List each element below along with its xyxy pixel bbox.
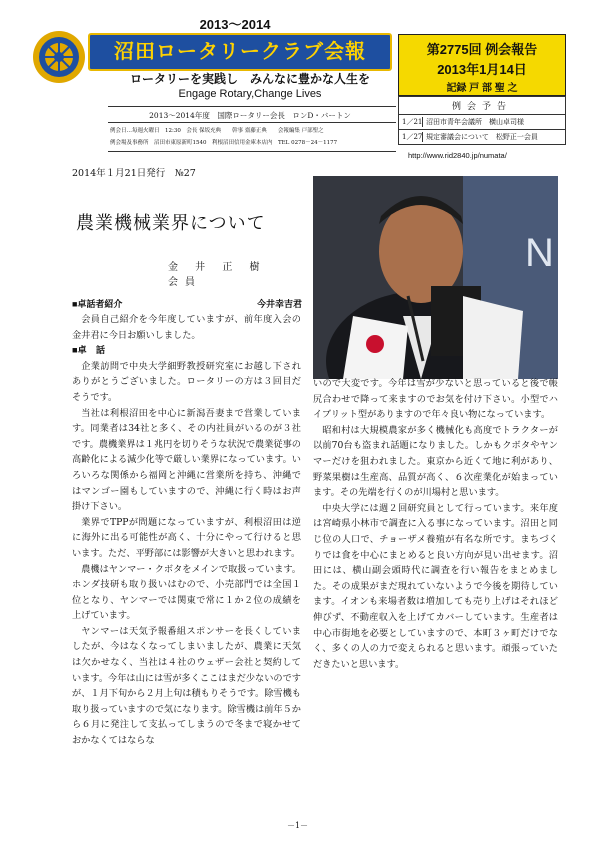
meeting-schedule bbox=[398, 96, 566, 145]
speaker-name: 金 井 正 樹 会員 bbox=[168, 262, 267, 288]
schedule-text: 沼田市青年会議所 横山卓司様 bbox=[426, 118, 524, 126]
article-paragraph: 業界でTPPが問題になっていますが、利根沼田は逆に海外に出る可能性が高く、十分にやって行けると思います。ただ、平野部には影響が大きいと思われます。 bbox=[72, 516, 301, 559]
ri-year-line: 2013～2014年度 国際ロータリー会長 ロンD・バートン bbox=[149, 111, 351, 120]
slogan-japanese: ロータリーを実践し みんなに豊かな人生を bbox=[129, 72, 370, 86]
page-number: －1－ bbox=[286, 821, 309, 830]
club-url-link[interactable]: http://www.rid2840.jp/numata/ bbox=[408, 151, 507, 160]
schedule-text: 規定審議会について 松野正一会員 bbox=[426, 133, 538, 141]
divider bbox=[108, 106, 396, 107]
masthead-years: 2013～2014 bbox=[199, 17, 271, 32]
report-date: 2013年1月14日 bbox=[437, 62, 527, 77]
article-title: 農業機械業界について bbox=[76, 213, 266, 234]
article-right-column bbox=[313, 376, 558, 672]
article-paragraph: 農機はヤンマー・クボタをメインで取扱っています。ホンダ技研も取り扱いはむので、小売部門では全国１位となり、ヤンマーでは関東で常に１か２位の成績を上げています。 bbox=[72, 563, 301, 622]
intro-paragraph: 会員自己紹介を今年度していますが、前年度入会の金井君に今日お願いしました。 bbox=[72, 314, 301, 341]
article-paragraph: 中央大学には週２回研究員として行っています。来年度は宮崎県小林市で調査に入る事になっています。沼田と同じ位の人口で、チョーザメ養殖が有名な所です。まちづくりでは食を中心にまとめると良い方向が見い出せます。沼田には、横山副会頭時代に調査を行い報告をまとめました。その成果がまだ現れていないようで今後を期待しています。イオンも来場者数は増加しても売り上げはそれほど伸びず、不動産収入を上げてカバーしています。生産者は中心市街地を必要としていますので、本町３ヶ町だけでなく、多くの人の力で変えられると思います。頑張っていただきたいと思います。 bbox=[313, 502, 558, 670]
intro-heading-line bbox=[72, 297, 302, 310]
report-number: 第2775回 例会報告 bbox=[426, 42, 538, 57]
rotary-wheel-logo bbox=[32, 30, 86, 84]
article-paragraph: 当社は利根沼田を中心に新潟吾妻まで営業しています。同業者は34社と多く、その内社員がいるのが３社です。農機業界は１兆円を切りそうな状況で農業従事の高齢化による減少化等で厳しい業界になっています。いろいろな関係から福岡と沖縄に営業所を持ち、沖縄ではマンゴー園もしていますので、沖縄に行く時はお声掛け下さい。 bbox=[72, 407, 301, 513]
report-recorder: 記録 戸 部 聖 之 bbox=[446, 83, 518, 94]
intro-heading: ■卓話者紹介 bbox=[72, 299, 123, 309]
schedule-row bbox=[399, 115, 565, 130]
meeting-report-box bbox=[398, 34, 566, 96]
schedule-date: 1／27 bbox=[402, 133, 423, 141]
club-name-banner: 沼田ロータリークラブ会報 bbox=[88, 33, 392, 71]
svg-text:N: N bbox=[525, 231, 554, 275]
article-paragraph: いので大変です。今年は雪が少ないと思っていると後で帳尻合わせで降って来ますのでお気を付け下さい。小型でハイブリット型がありますので年々良い物になっています。 bbox=[313, 378, 558, 421]
slogan-english: Engage Rotary,Change Lives bbox=[178, 88, 322, 100]
article-paragraph: ヤンマーは天気予報番組スポンサーを長くしていましたが、今はなくなってしまいましたが、農業に天気は欠かせなく、当社は４社のウェザー会社と契約しています。今年は山には雪が多くここはまだ少ないのですが、１月下旬から２月上旬は積もりそうです。除雪機も取り扱っていますので気になります。除雪機は前年５から６月に発注して支払ってしまうので冬まで寝かせておかなくてはならな bbox=[72, 625, 301, 747]
issue-line: 2014年１月21日発行 №27 bbox=[72, 168, 196, 179]
divider bbox=[108, 151, 396, 152]
meeting-info: 例会日…毎週火曜日 12:30 会長 保坂充典 幹事 齋藤正典 会報編集 戸部聖之 bbox=[110, 128, 324, 134]
divider bbox=[108, 122, 396, 123]
schedule-row bbox=[399, 130, 565, 144]
office-info: 例会場及事務所 沼田市東原新町1540 利根沼田信用金庫本店内 TEL 0278－24－1177 bbox=[110, 140, 338, 146]
talk-heading: ■卓 話 bbox=[72, 345, 106, 356]
schedule-date: 1／21 bbox=[402, 118, 423, 126]
article-paragraph: 昭和村は大規模農家が多く機械化も高度でトラクターが以前70台も盗まれ話題になりました。しかもクボタやヤンマーだけを狙われました。東京から近くて地に利があり、野菜果樹は生産高、品質が高く、６次産業化が始まっています。その先端を行くのが川場村と思います。 bbox=[313, 424, 558, 499]
schedule-header: 例会予告 bbox=[399, 97, 565, 115]
intro-presenter: 今井幸吉君 bbox=[256, 299, 302, 309]
article-paragraph: 企業訪問で中央大学細野教授研究室にお越し下されありがとうございました。ロータリーの方は３回目だそうです。 bbox=[72, 360, 301, 403]
article-left-column bbox=[72, 312, 301, 749]
speaker-photo bbox=[313, 176, 558, 379]
